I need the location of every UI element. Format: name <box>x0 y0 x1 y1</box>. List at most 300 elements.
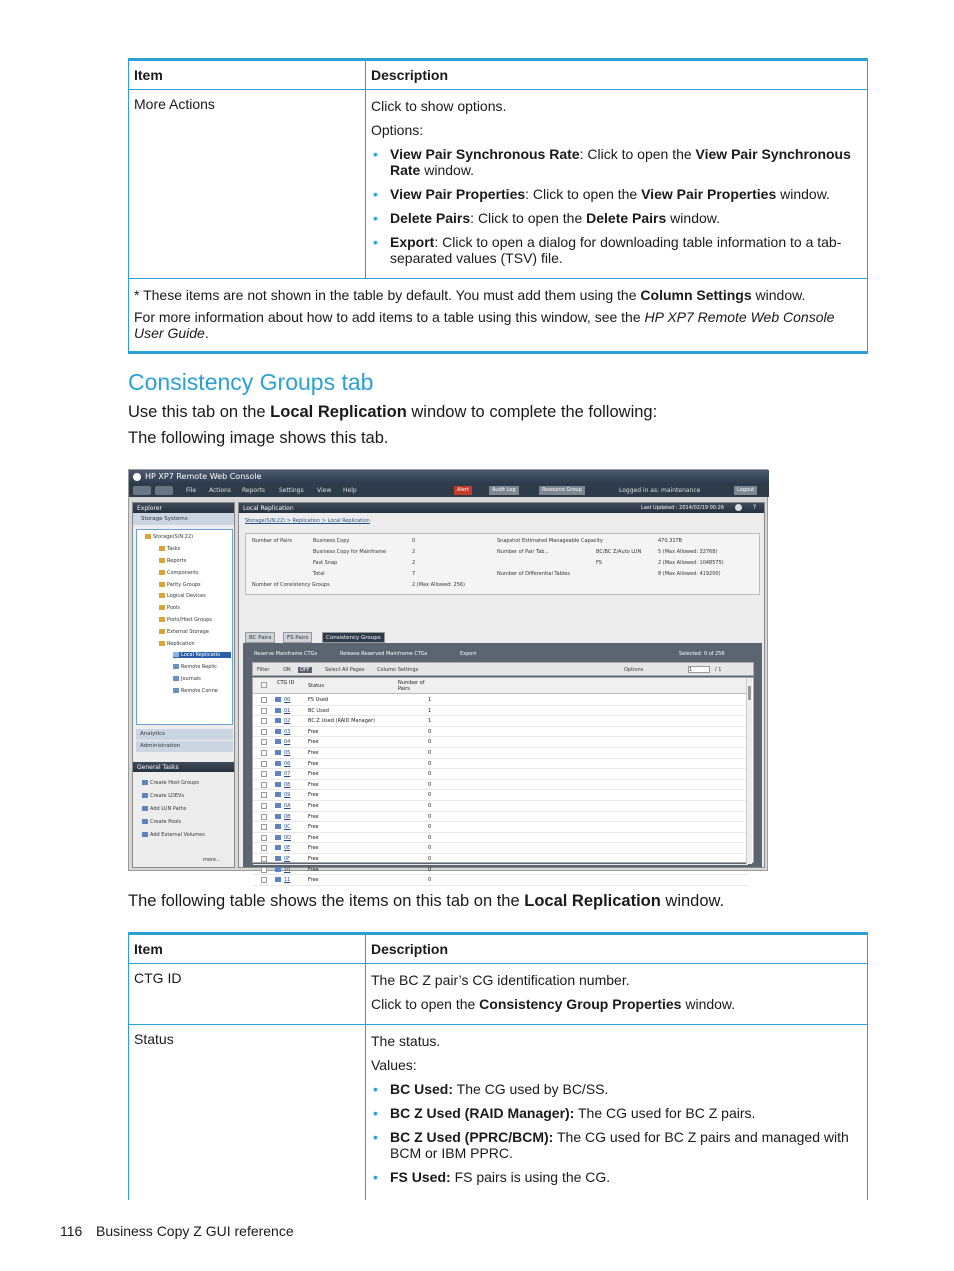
row-description <box>366 964 868 1025</box>
menu-help[interactable]: Help <box>343 487 357 494</box>
pair-count-cell: 0 <box>428 803 432 809</box>
ctg-id-link[interactable]: 04 <box>284 739 291 746</box>
status-cell: Free <box>308 877 319 884</box>
value-name: FS Used: <box>390 1169 451 1185</box>
row-item-more-actions: More Actions <box>129 90 366 279</box>
status-cell: Free <box>308 739 319 746</box>
text-part: window. <box>681 996 736 1012</box>
summary-label: Snapshot Estimated Manageable Capacity <box>497 538 603 544</box>
list-item <box>371 210 862 226</box>
ctg-id-link[interactable]: 03 <box>284 728 291 735</box>
list-item <box>371 1169 862 1185</box>
option-name: View Pair Properties <box>390 186 526 202</box>
text-part: window. <box>660 892 725 910</box>
tree-item-reports[interactable] <box>159 558 186 564</box>
explorer-pane <box>132 502 235 868</box>
local-replication-pane <box>238 502 765 884</box>
task-label: Create Host Groups <box>150 780 200 786</box>
ctg-icon <box>275 856 281 861</box>
pair-count-cell: 1 <box>428 718 432 725</box>
folder-icon <box>159 570 165 575</box>
table-row[interactable] <box>253 695 748 706</box>
ctg-icon <box>275 792 281 797</box>
storage-systems-header[interactable]: Storage Systems <box>133 513 234 525</box>
app-title: HP XP7 Remote Web Console <box>145 472 262 481</box>
option-text: : Click to open the <box>579 146 696 162</box>
table-intro-paragraph <box>128 892 724 911</box>
option-text: window. <box>420 162 475 178</box>
tree-item-parity-groups[interactable] <box>159 582 201 588</box>
tree-label: Tasks <box>167 546 181 552</box>
list-item <box>371 234 862 266</box>
option-name: View Pair Synchronous Rate <box>390 146 580 162</box>
ctg-id-link[interactable]: 0B <box>284 813 291 820</box>
option-text: : Click to open the <box>525 186 642 202</box>
reserve-mainframe-ctgs-button[interactable]: Reserve Mainframe CTGs <box>251 650 320 659</box>
tree-item-pools[interactable] <box>159 605 180 611</box>
pair-count-cell: 0 <box>428 728 432 735</box>
table-row[interactable] <box>253 790 748 801</box>
folder-icon <box>159 593 165 598</box>
tree-label: External Storage <box>167 629 209 635</box>
alert-button[interactable]: Alert <box>454 486 472 495</box>
tree-item-remote-connections[interactable] <box>173 688 218 694</box>
journal-icon <box>173 676 179 681</box>
ctg-icon <box>275 739 281 744</box>
value-text: The CG used for BC Z pairs. <box>574 1105 756 1121</box>
tree-label: Journals <box>181 676 201 682</box>
summary-label: Number of Consistency Groups <box>252 582 330 588</box>
summary-label: Number of Pairs <box>252 538 292 544</box>
tree-item-local-replication[interactable] <box>173 652 231 658</box>
text-part: Local Replication <box>270 403 407 421</box>
ctg-id-link[interactable]: 11 <box>284 877 291 884</box>
column-ctg-id[interactable]: CTG ID <box>277 680 295 686</box>
ctg-id-link[interactable]: 09 <box>284 792 291 799</box>
note-part: * These items are not shown in the table by default. You must add them using the <box>134 287 641 303</box>
tab-bc-pairs[interactable]: BC Pairs <box>245 632 275 643</box>
ctg-id-link[interactable]: 0E <box>284 845 291 852</box>
task-label: Create LDEVs <box>150 793 185 799</box>
summary-label: Number of Differential Tables <box>497 571 570 577</box>
task-icon <box>142 832 148 837</box>
pair-count-cell: 0 <box>428 771 432 778</box>
ctg-id-link[interactable]: 0C <box>284 824 291 831</box>
status-cell: Free <box>308 845 319 852</box>
folder-icon <box>159 641 165 646</box>
table-header-item: Item <box>129 60 366 90</box>
table-row[interactable] <box>253 706 748 717</box>
task-create-host-groups[interactable] <box>142 780 199 786</box>
table-row[interactable] <box>253 801 748 812</box>
back-button[interactable] <box>133 486 151 495</box>
option-text: window. <box>776 186 830 202</box>
help-icon[interactable]: ? <box>752 504 756 511</box>
summary-value: 2 (Max Allowed: 1048575) <box>658 560 724 566</box>
description-text: The status. <box>371 1033 441 1049</box>
ctg-id-link[interactable]: 01 <box>284 707 291 714</box>
explorer-header: Explorer <box>133 503 234 513</box>
ctg-id-link[interactable]: 0A <box>284 803 291 809</box>
pair-count-cell: 0 <box>428 824 432 831</box>
ctg-id-link[interactable]: 0D <box>284 834 292 841</box>
summary-label: FS <box>596 560 602 566</box>
grid-scrollbar[interactable] <box>746 678 752 864</box>
pair-count-cell: 1 <box>428 697 432 703</box>
note-part: . <box>204 325 209 341</box>
pair-count-cell: 0 <box>428 845 432 852</box>
window-name: View Pair Properties <box>641 186 777 202</box>
tree-item-logical-devices[interactable] <box>159 593 206 599</box>
selected-count: Selected: 0 of 256 <box>679 651 725 657</box>
table-row[interactable] <box>253 875 748 886</box>
note-part: For more information about how to add items to a table using this window, see the <box>134 309 645 325</box>
column-status[interactable]: Status <box>308 683 324 689</box>
tree-label: Pools <box>167 605 180 611</box>
summary-value: 0 <box>412 538 416 544</box>
analytics-header[interactable]: Analytics <box>136 729 233 740</box>
tree-label: Local Replicatio <box>181 652 221 658</box>
refresh-icon[interactable] <box>735 504 742 511</box>
menu-file[interactable]: File <box>186 487 197 494</box>
row-checkbox[interactable] <box>261 814 267 820</box>
pair-count-cell: 0 <box>428 877 432 884</box>
row-item-ctg-id: CTG ID <box>129 964 366 1025</box>
summary-label: BC/BC Z/Auto LUN <box>596 549 642 555</box>
text-part: The following table shows the items on this tab on the <box>128 892 525 910</box>
value-name: BC Z Used (RAID Manager): <box>390 1105 575 1121</box>
table-row <box>129 964 868 1025</box>
ctg-icon <box>275 814 281 819</box>
tab-consistency-groups[interactable]: Consistency Groups <box>322 632 385 643</box>
options-dropdown[interactable]: Options <box>624 667 644 673</box>
status-cell: Free <box>308 834 319 841</box>
pair-count-cell: 0 <box>428 866 432 873</box>
ctg-icon <box>275 877 281 882</box>
task-create-pools[interactable] <box>142 819 181 825</box>
status-cell: Free <box>308 760 319 767</box>
row-checkbox[interactable] <box>261 856 267 862</box>
table-row[interactable] <box>253 748 748 759</box>
status-cell: Free <box>308 803 319 809</box>
resource-group-button[interactable]: Resource Group <box>539 486 585 495</box>
status-cell: Free <box>308 771 319 778</box>
list-item <box>371 1129 862 1161</box>
row-checkbox[interactable] <box>261 750 267 756</box>
tree-label: Storage(S/N:22) <box>153 534 194 540</box>
table-row[interactable] <box>253 780 748 791</box>
text-part: Use this tab on the <box>128 403 271 421</box>
folder-icon <box>159 617 165 622</box>
pane-header <box>239 503 764 513</box>
status-cell: Free <box>308 750 319 756</box>
forward-button[interactable] <box>155 486 173 495</box>
pair-count-cell: 0 <box>428 739 432 746</box>
connection-icon <box>173 688 179 693</box>
hp-logo-icon <box>133 473 141 481</box>
ctg-id-link[interactable]: 08 <box>284 781 291 788</box>
summary-value: 2 (Max Allowed: 256) <box>412 582 466 588</box>
tree-label: Reports <box>167 558 187 564</box>
table-row[interactable] <box>253 833 748 844</box>
table-row[interactable] <box>253 727 748 738</box>
task-label: Create Pools <box>150 819 182 825</box>
value-name: BC Used: <box>390 1081 454 1097</box>
row-description <box>366 90 868 279</box>
pair-count-cell: 0 <box>428 750 432 756</box>
table-row[interactable] <box>253 843 748 854</box>
more-tasks-link[interactable]: more... <box>203 857 221 863</box>
description-text: Click to show options. <box>371 98 507 114</box>
filter-off-button[interactable]: OFF <box>300 667 310 673</box>
menu-actions[interactable]: Actions <box>209 487 231 494</box>
bullet-icon: • <box>373 146 378 162</box>
table-header-description: Description <box>366 60 868 90</box>
tree-label: Parity Groups <box>167 582 201 588</box>
summary-label: Business Copy <box>313 538 350 544</box>
select-all-pages-button[interactable]: Select All Pages <box>325 667 365 673</box>
folder-icon <box>159 582 165 587</box>
table-row[interactable] <box>253 865 748 876</box>
menu-reports[interactable]: Reports <box>242 487 266 494</box>
breadcrumb[interactable]: Storage(S/N:22) > Replication > Local Replication <box>245 518 370 524</box>
row-checkbox[interactable] <box>261 835 267 841</box>
row-checkbox[interactable] <box>261 771 267 777</box>
text-part: Local Replication <box>524 892 661 910</box>
page-total: / 1 <box>715 667 722 673</box>
row-checkbox[interactable] <box>261 877 267 883</box>
bullet-icon: • <box>373 210 378 226</box>
intro-paragraph <box>128 403 657 422</box>
value-text: The CG used by BC/SS. <box>453 1081 609 1097</box>
ctg-icon <box>275 771 281 776</box>
list-item <box>371 146 862 178</box>
row-checkbox[interactable] <box>261 782 267 788</box>
ctg-id-link[interactable]: 10 <box>284 866 291 873</box>
option-text: : Click to open a dialog for downloading table information to a tab-separated values (TSV) file. <box>390 234 842 266</box>
ctg-icon <box>275 824 281 829</box>
pair-count-cell: 0 <box>428 760 432 767</box>
task-add-external-volumes[interactable] <box>142 832 205 838</box>
table-row[interactable] <box>253 769 748 780</box>
row-checkbox[interactable] <box>261 792 267 798</box>
pane-title: Local Replication <box>243 505 294 512</box>
table-note-row <box>129 279 868 353</box>
ctg-icon <box>275 867 281 872</box>
tree-item-remote-replication[interactable] <box>173 664 217 670</box>
table-note <box>129 279 868 353</box>
ctg-icon <box>275 761 281 766</box>
consistency-groups-items-table <box>128 932 868 1200</box>
storage-icon <box>145 534 151 539</box>
pair-count-cell: 0 <box>428 834 432 841</box>
consistency-groups-grid <box>252 677 754 884</box>
ctg-id-link[interactable]: 05 <box>284 750 291 756</box>
menu-bar <box>129 484 769 497</box>
folder-icon <box>159 629 165 634</box>
value-text: The CG used for BC Z pairs and managed with BCM or IBM PPRC. <box>390 1129 849 1161</box>
status-cell: BC Used <box>308 707 329 714</box>
text-part: window to complete the following: <box>406 403 658 421</box>
replication-icon <box>173 652 179 657</box>
tree-item-external-storage[interactable] <box>159 629 209 635</box>
tree-item-tasks[interactable] <box>159 546 180 552</box>
summary-value: 5 (Max Allowed: 32768) <box>658 549 718 555</box>
row-description <box>366 1025 868 1200</box>
menu-view[interactable]: View <box>317 487 332 494</box>
description-text: The BC Z pair’s CG identification number. <box>371 972 630 988</box>
ctg-icon <box>275 750 281 755</box>
select-all-checkbox[interactable] <box>261 682 267 688</box>
tree-label: Remote Replic <box>181 664 217 670</box>
tree-item-journals[interactable] <box>173 676 201 682</box>
ctg-icon <box>275 803 281 808</box>
folder-icon <box>159 605 165 610</box>
description-text: Options: <box>371 122 424 138</box>
filter-button[interactable]: Filter <box>257 667 270 673</box>
pair-count-cell: 0 <box>428 781 432 788</box>
task-icon <box>142 780 148 785</box>
page-input[interactable]: 1 <box>688 666 710 673</box>
status-cell: Free <box>308 866 319 873</box>
value-name: BC Z Used (PPRC/BCM): <box>390 1129 554 1145</box>
task-create-ldevs[interactable] <box>142 793 184 799</box>
ctg-id-link[interactable]: 00 <box>284 697 291 703</box>
table-row[interactable] <box>253 854 748 865</box>
description-text: Values: <box>371 1057 417 1073</box>
replication-icon <box>173 664 179 669</box>
column-settings-button[interactable]: Column Settings <box>377 667 419 673</box>
footer-section-title: Business Copy Z GUI reference <box>96 1223 294 1239</box>
task-icon <box>142 819 148 824</box>
app-titlebar <box>129 470 769 484</box>
row-checkbox[interactable] <box>261 867 267 873</box>
summary-value: 7 <box>412 571 416 577</box>
summary-value: 2 <box>412 549 416 555</box>
task-icon <box>142 793 148 798</box>
option-name: Export <box>390 234 435 250</box>
ctg-id-link[interactable]: 02 <box>284 718 291 725</box>
scrollbar-thumb[interactable] <box>748 686 751 700</box>
options-list <box>371 146 862 266</box>
ctg-id-link[interactable]: 0F <box>284 856 291 862</box>
bullet-icon: • <box>373 234 378 250</box>
summary-label: Total <box>313 571 325 577</box>
image-caption: The following image shows this tab. <box>128 429 389 447</box>
ctg-icon <box>275 697 281 702</box>
page-number: 116 <box>60 1223 83 1239</box>
status-cell: Free <box>308 792 319 799</box>
summary-label: Business Copy for Mainframe <box>313 549 387 555</box>
window-name: View Pair Synchronous Rate <box>390 146 851 178</box>
status-cell: Free <box>308 728 319 735</box>
table-header-description: Description <box>366 934 868 964</box>
bullet-icon: • <box>373 1105 378 1121</box>
option-text: : Click to open the <box>470 210 587 226</box>
summary-panel <box>245 533 760 595</box>
general-tasks-header: General Tasks <box>133 762 234 772</box>
row-checkbox[interactable] <box>261 708 267 714</box>
table-row[interactable] <box>253 737 748 748</box>
row-checkbox[interactable] <box>261 718 267 724</box>
filter-on-button[interactable]: ON <box>283 667 291 673</box>
logged-in-label: Logged in as: maintenance <box>619 487 701 494</box>
release-reserved-ctgs-button[interactable]: Release Reserved Mainframe CTGs <box>337 650 430 659</box>
export-button[interactable]: Export <box>457 650 479 659</box>
logout-button[interactable]: Logout <box>734 486 757 495</box>
summary-value: 470.31TB <box>658 538 682 544</box>
row-checkbox[interactable] <box>261 729 267 735</box>
table-row[interactable] <box>253 759 748 770</box>
consistency-groups-screenshot <box>128 469 768 884</box>
window-name: Consistency Group Properties <box>479 996 682 1012</box>
task-icon <box>142 806 148 811</box>
tree-label: Components <box>167 570 199 576</box>
ctg-id-link[interactable]: 07 <box>284 771 291 778</box>
summary-value: 2 <box>412 560 416 566</box>
status-cell: Free <box>308 813 319 820</box>
row-checkbox[interactable] <box>261 739 267 745</box>
list-item <box>371 186 862 202</box>
option-name: Delete Pairs <box>390 210 471 226</box>
tab-fs-pairs[interactable]: FS Pairs <box>283 632 312 643</box>
pair-count-cell: 1 <box>428 707 432 714</box>
tree-item-replication[interactable] <box>159 641 195 647</box>
ctg-icon <box>275 708 281 713</box>
row-checkbox[interactable] <box>261 845 267 851</box>
audit-log-button[interactable]: Audit Log <box>489 486 519 495</box>
column-number-of-pairs[interactable]: Number of Pairs <box>398 680 425 692</box>
table-row[interactable] <box>253 812 748 823</box>
task-add-lun-paths[interactable] <box>142 806 186 812</box>
tree-label: Replication <box>167 641 195 647</box>
note-part: window. <box>751 287 806 303</box>
text-part: Click to open the <box>371 996 480 1012</box>
note-text <box>134 309 862 341</box>
task-label: Add External Volumes <box>150 832 205 838</box>
guide-title: HP XP7 Remote Web Console User Guide <box>134 309 835 341</box>
menu-settings[interactable]: Settings <box>279 487 304 494</box>
tree-item-storage[interactable] <box>145 534 193 540</box>
row-checkbox[interactable] <box>261 803 267 809</box>
pair-count-cell: 0 <box>428 856 432 862</box>
last-updated: Last Updated : 2014/02/19 00:26 <box>641 505 724 511</box>
table-row <box>129 90 868 279</box>
row-checkbox[interactable] <box>261 761 267 767</box>
row-checkbox[interactable] <box>261 824 267 830</box>
bullet-icon: • <box>373 1129 378 1145</box>
ctg-id-link[interactable]: 06 <box>284 760 291 767</box>
value-text: FS pairs is using the CG. <box>450 1169 611 1185</box>
table-row <box>129 1025 868 1200</box>
tree-item-ports[interactable] <box>159 617 212 623</box>
tree-item-components[interactable] <box>159 570 199 576</box>
note-text <box>134 287 862 303</box>
administration-header[interactable]: Administration <box>136 741 233 752</box>
status-cell: Free <box>308 824 319 831</box>
list-item <box>371 1105 862 1121</box>
bullet-icon: • <box>373 186 378 202</box>
table-row[interactable] <box>253 716 748 727</box>
ctg-icon <box>275 718 281 723</box>
ctg-icon <box>275 782 281 787</box>
row-checkbox[interactable] <box>261 697 267 703</box>
summary-value: 8 (Max Allowed: 419200) <box>658 571 721 577</box>
list-item <box>371 1081 862 1097</box>
table-row[interactable] <box>253 822 748 833</box>
status-cell: BC Z Used (RAID Manager) <box>308 718 375 725</box>
summary-label: Number of Pair Tab... <box>497 549 550 555</box>
